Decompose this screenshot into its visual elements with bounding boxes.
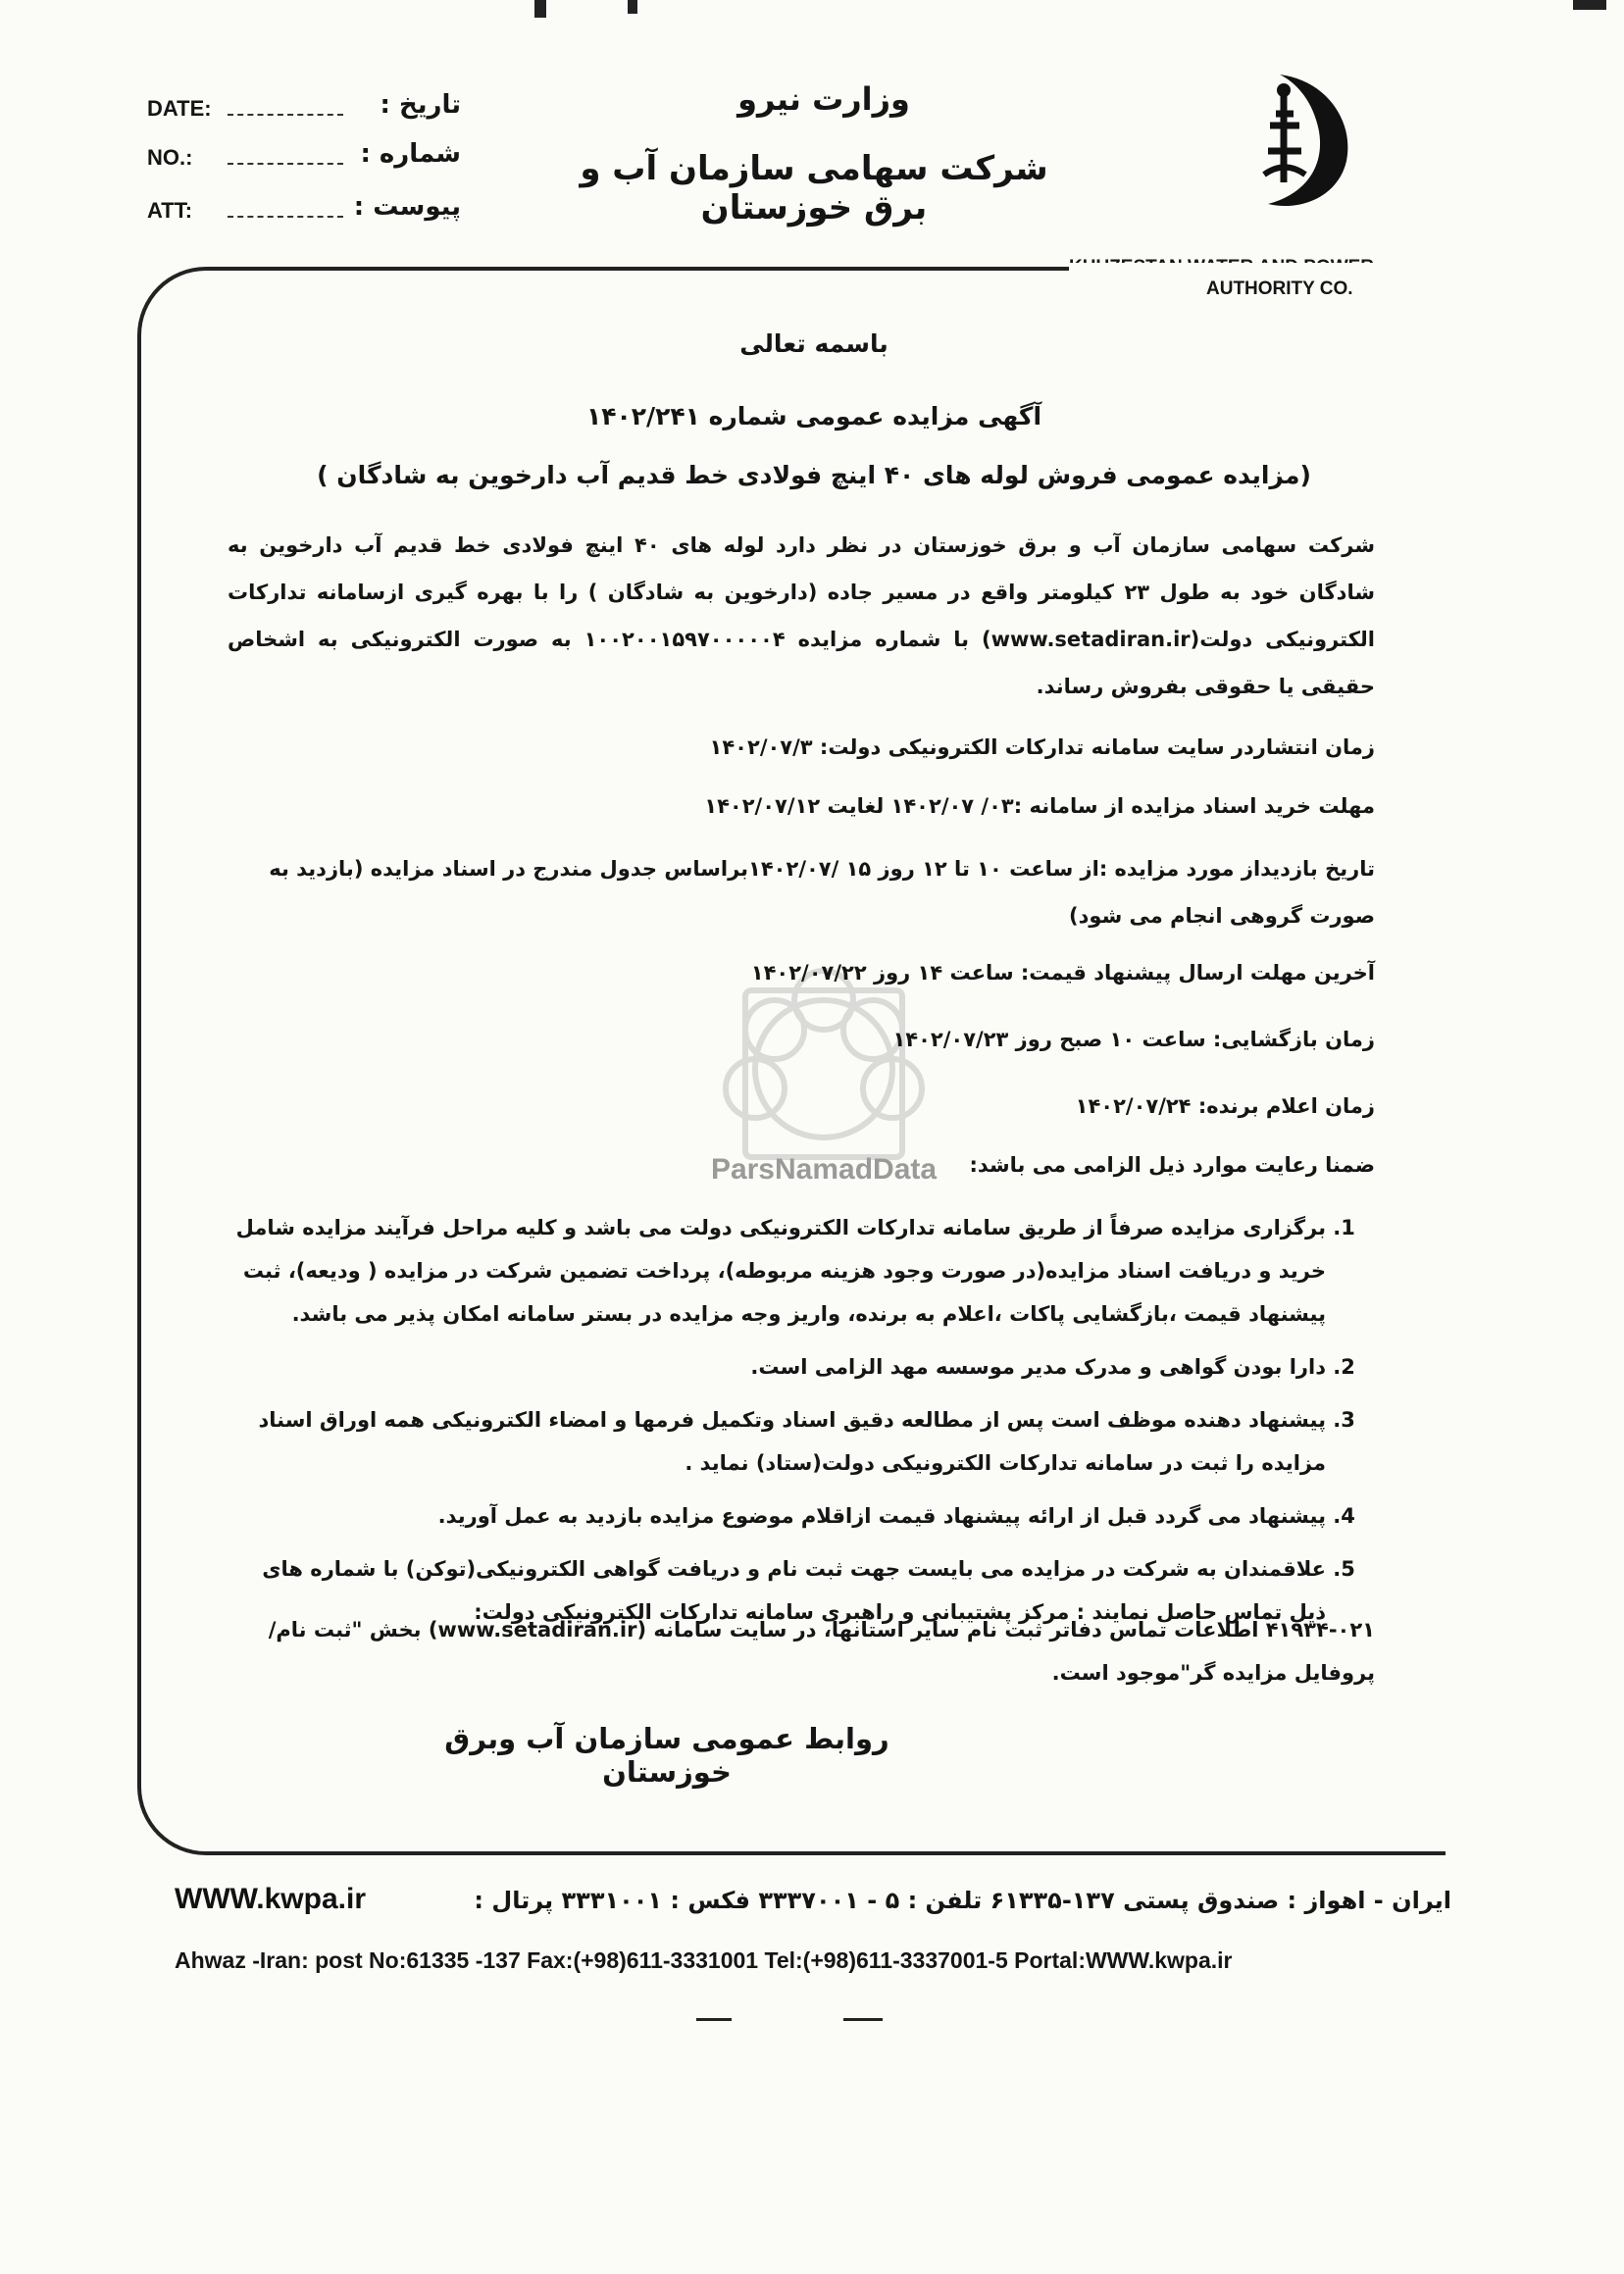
schedule-winner-announcement: زمان اعلام برنده: ۱۴۰۲/۰۷/۲۴	[1075, 1094, 1375, 1118]
company-name: شرکت سهامی سازمان آب و برق خوزستان	[580, 149, 1048, 227]
frame-gap	[1069, 263, 1451, 277]
date-line	[228, 114, 343, 116]
company-logo-icon	[1211, 67, 1358, 214]
attachment-line	[228, 216, 343, 218]
date-label-en: DATE:	[147, 96, 212, 121]
schedule-bid-deadline: آخرین مهلت ارسال پیشنهاد قیمت: ساعت ۱۴ روز ۱۴۰۲/۰۷/۲۲	[750, 961, 1375, 985]
number-label-en: NO.:	[147, 145, 193, 170]
scan-mark	[534, 0, 546, 18]
requirement-item: 4. پیشنهاد می گردد قبل از ارائه پیشنهاد قیمت ازاقلام موضوع مزایده بازدید به عمل آورید.	[228, 1494, 1326, 1538]
schedule-visit-date: تاریخ بازدیداز مورد مزایده :از ساعت ۱۰ تا ۱۲ روز ۱۵ /۱۴۰۲/۰۷براساس جدول مندرج در اسناد مزایده (بازدید به صورت گروهی انجام می شود)	[269, 857, 1375, 928]
footer-address-fa: ایران - اهواز : صندوق پستی ۱۳۷-۶۱۳۳۵ تلفن : ۵ - ۳۳۳۷۰۰۱ فکس : ۳۳۳۱۰۰۱ پرتال :	[474, 1887, 1451, 1914]
requirement-item: 2. دارا بودن گواهی و مدرک مدیر موسسه مهد الزامی است.	[228, 1345, 1326, 1389]
meta-number-row	[147, 139, 461, 175]
schedule-purchase-deadline: مهلت خرید اسناد مزایده از سامانه :۰۳/ ۱۴۰۲/۰۷ لغایت ۱۴۰۲/۰۷/۱۲	[704, 794, 1375, 818]
number-line	[228, 163, 343, 165]
attachment-label-en: ATT:	[147, 198, 193, 223]
attachment-label-fa: پیوست :	[353, 192, 461, 222]
intro-paragraph: شرکت سهامی سازمان آب و برق خوزستان در نظر دارد لوله های ۴۰ اینچ فولادی خط قدیم آب دارخوین به شادگان خود به طول ۲۳ کیلومتر واقع در مسیر جاده (دارخوین به شادگان ) را با بهره گیری ازسامانه تدارکات الکترونیکی دولت(www.setadiran.ir) با شماره مزایده ۱۰۰۲۰۰۱۵۹۷۰۰۰۰۰۴ به صورت الکترونیکی به اشخاص حقیقی یا حقوقی بفروش رساند.	[228, 533, 1376, 698]
requirements-list	[228, 1198, 1375, 1643]
scan-mark	[696, 2018, 732, 2021]
schedule-opening-date: زمان بازگشایی: ساعت ۱۰ صبح روز ۱۴۰۲/۰۷/۲۳	[892, 1028, 1375, 1051]
footer-address-en: Ahwaz -Iran: post No:61335 -137 Fax:(+98)611-3331001 Tel:(+98)611-3337001-5 Portal:WWW.kwpa.ir	[175, 1947, 1233, 1973]
contact-note: ۴۱۹۳۴-۰۲۱ اطلاعات تماس دفاتر ثبت نام سایر استانها، در سایت سامانه (www.setadiran.ir) بخش "ثبت نام/پروفایل مزایده گر"موجود است.	[268, 1618, 1375, 1685]
ministry-name: وزارت نیرو	[737, 80, 910, 118]
scan-mark	[628, 0, 637, 14]
number-label-fa: شماره :	[360, 139, 461, 169]
ad-title: آگهی مزایده عمومی شماره ۱۴۰۲/۲۴۱	[585, 402, 1042, 430]
date-label-fa: تاریخ :	[380, 90, 461, 120]
signature: روابط عمومی سازمان آب وبرق خوزستان	[444, 1722, 889, 1789]
watermark-text: ParsNamadData	[710, 1153, 938, 1186]
scan-mark	[1573, 0, 1606, 10]
requirement-item: 1. برگزاری مزایده صرفاً از طریق سامانه تدارکات الکترونیکی دولت می باشد و کلیه مراحل فرآیند مزایده شامل خرید و دریافت اسناد مزایده(در صورت وجود هزینه مربوطه)، پرداخت تضمین شرکت در مزایده ( ودیعه)، ثبت پیشنهاد قیمت ،بازگشایی پاکات ،اعلام به برنده، واریز وجه مزایده در بستر سامانه امکان پذیر می باشد.	[228, 1206, 1326, 1336]
meta-attachment-row	[147, 192, 461, 227]
footer-website-link[interactable]: WWW.kwpa.ir	[175, 1883, 366, 1915]
requirement-item: 3. پیشنهاد دهنده موظف است پس از مطالعه دقیق اسناد وتکمیل فرمها و امضاء الکترونیکی همه اوراق اسناد مزایده را ثبت در سامانه تدارکات الکترونیکی دولت(ستاد) نماید .	[228, 1398, 1326, 1485]
authority-line-2: AUTHORITY CO.	[1206, 278, 1353, 299]
ad-subtitle: (مزایده عمومی فروش لوله های ۴۰ اینچ فولادی خط قدیم آب دارخوین به شادگان )	[317, 461, 1311, 489]
schedule-publish-date: زمان انتشاردر سایت سامانه تدارکات الکترونیکی دولت: ۱۴۰۲/۰۷/۳	[709, 735, 1375, 759]
footer-persian	[157, 1883, 1461, 1922]
scan-mark	[843, 2018, 883, 2021]
requirement-item: 5. علاقمندان به شرکت در مزایده می بایست جهت ثبت نام و دریافت گواهی الکترونیکی(توکن) با شماره های ذیل تماس حاصل نمایند : مرکز پشتیبانی و راهبری سامانه تدارکات الکترونیکی دولت:	[228, 1547, 1326, 1634]
bismillah: باسمه تعالی	[739, 329, 888, 358]
requirements-intro: ضمنا رعایت موارد ذیل الزامی می باشد:	[969, 1153, 1375, 1177]
meta-date-row	[147, 90, 461, 126]
